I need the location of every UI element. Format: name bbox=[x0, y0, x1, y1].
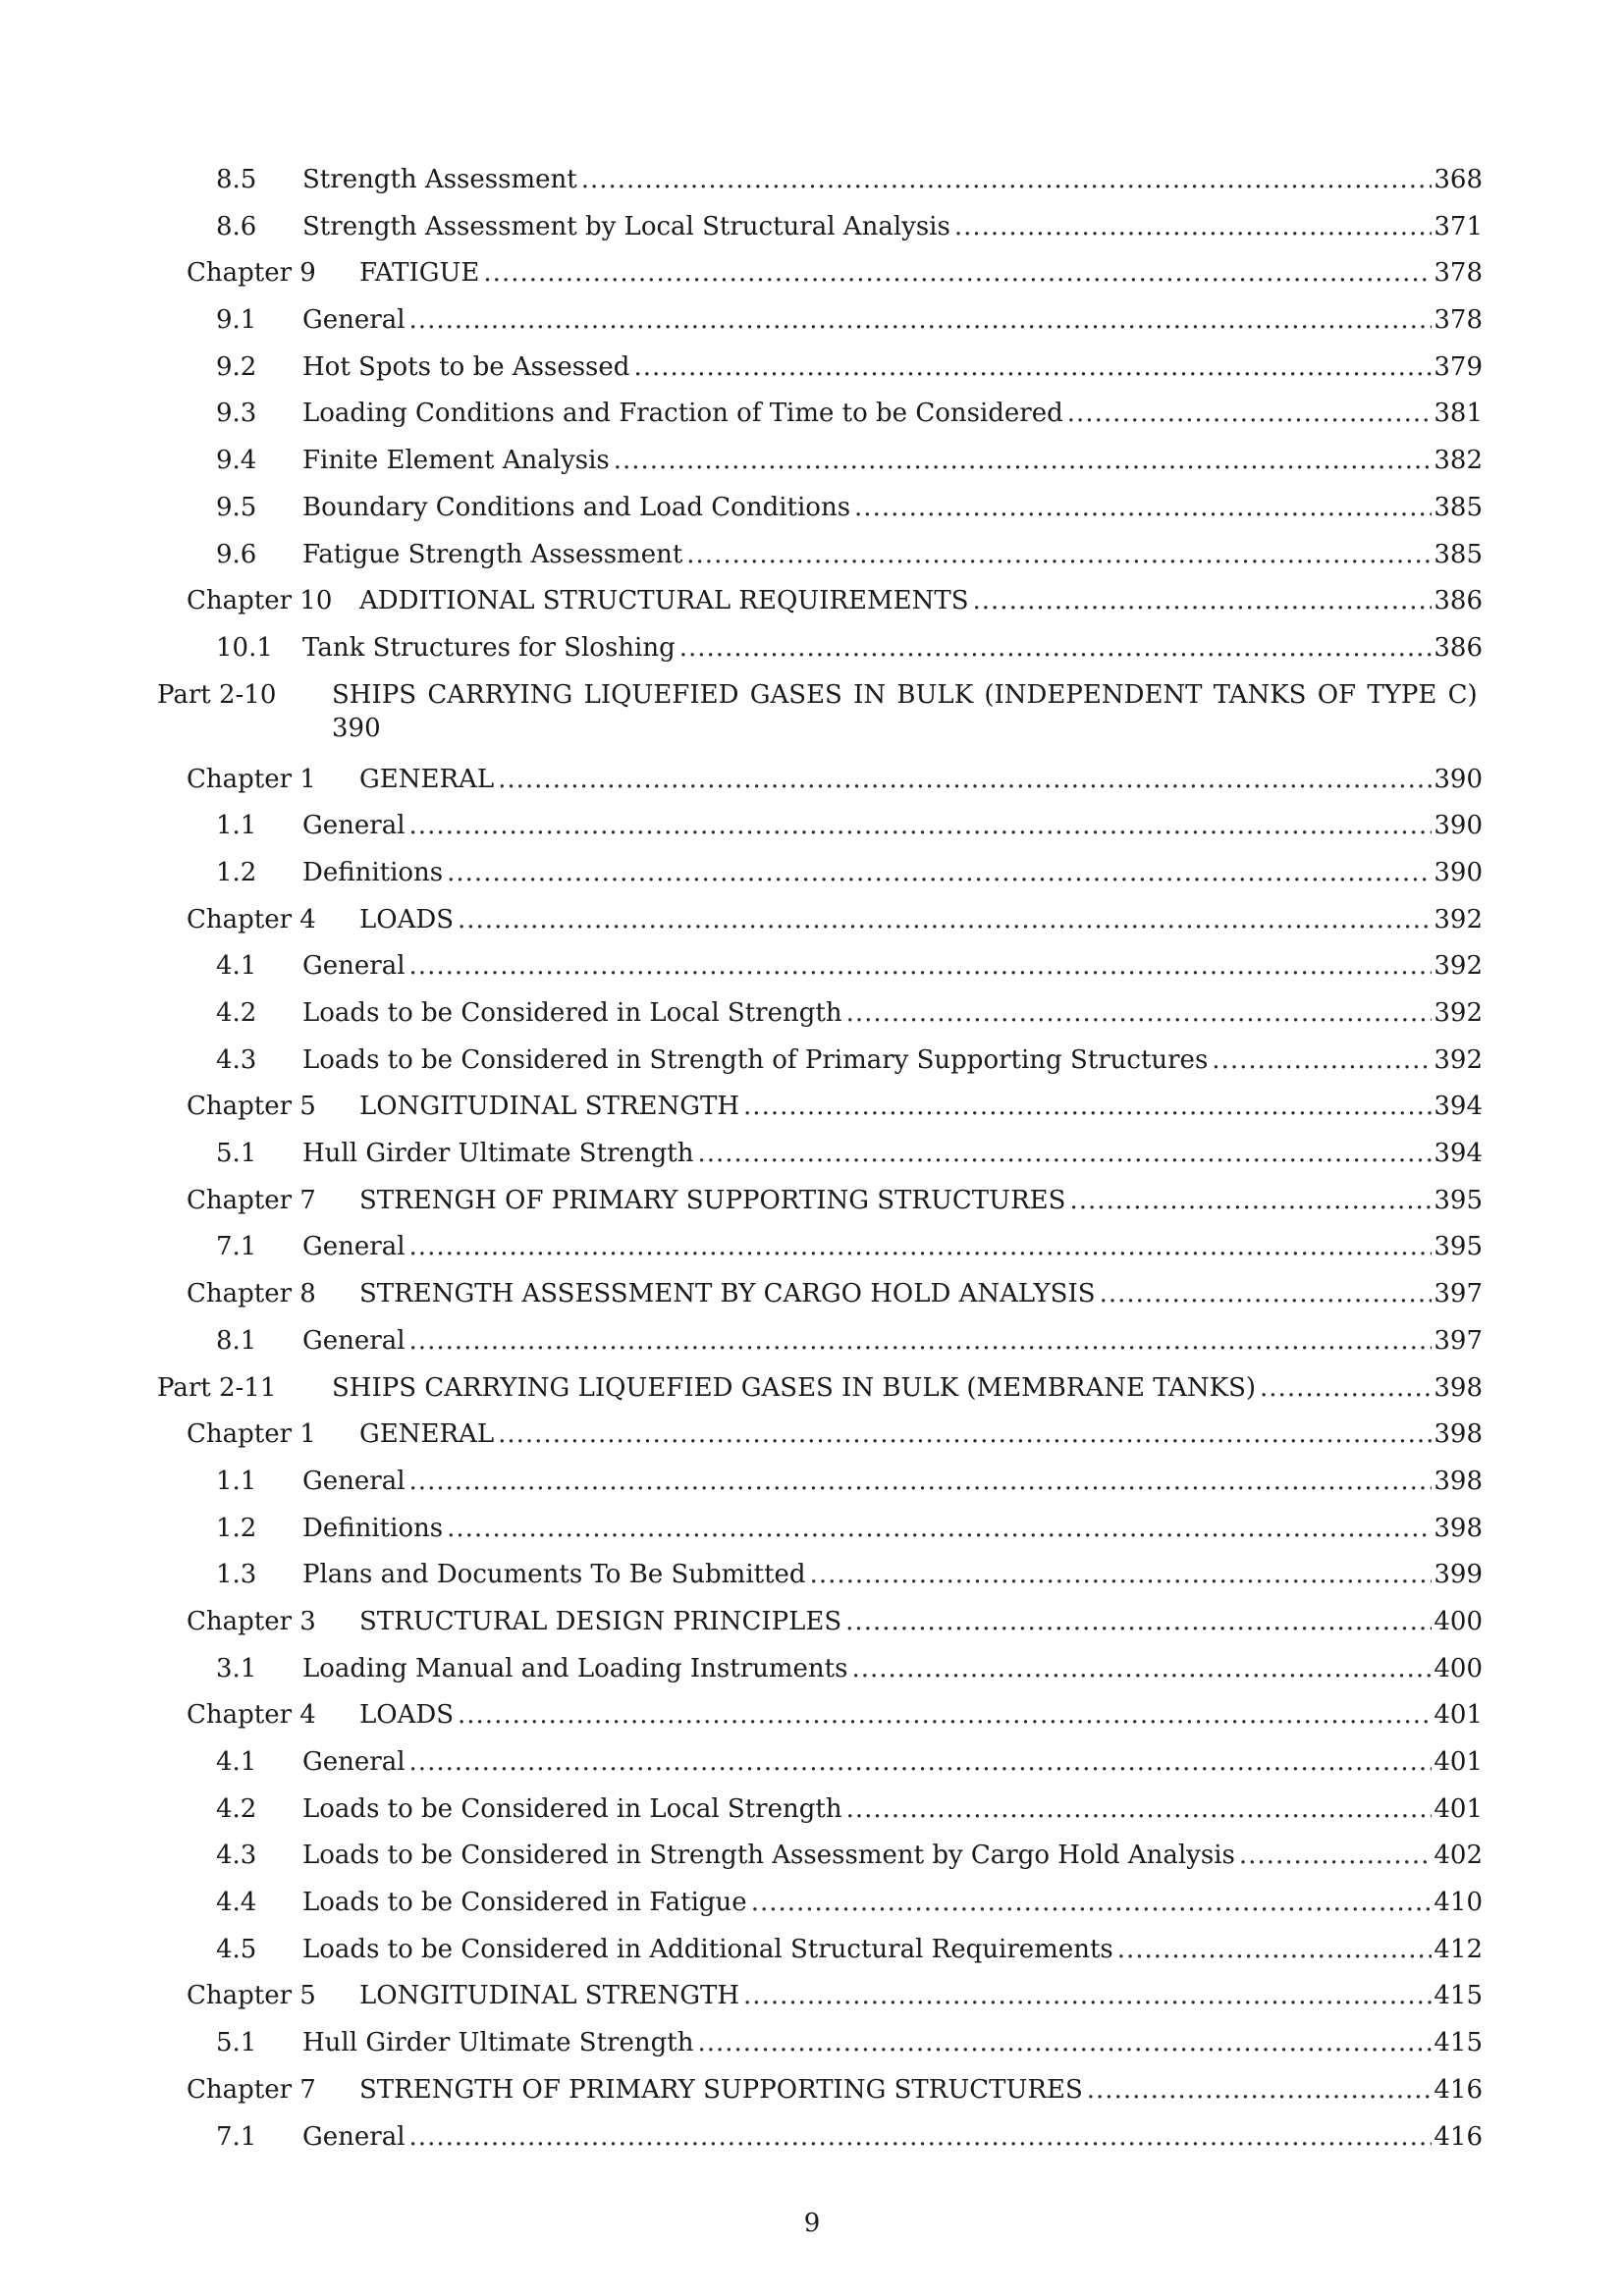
toc-entry-page[interactable]: 390 bbox=[1434, 811, 1483, 841]
dot-leader bbox=[954, 204, 1433, 251]
page-number: 9 bbox=[803, 2209, 821, 2238]
toc-entry-title[interactable]: Definitions bbox=[302, 857, 444, 887]
toc-entry-title[interactable]: STRENGH OF PRIMARY SUPPORTING STRUCTURES bbox=[359, 1185, 1066, 1215]
toc-entry-page[interactable]: 416 bbox=[1434, 2121, 1483, 2152]
toc-entry-page[interactable]: 385 bbox=[1434, 492, 1483, 522]
toc-entry-line bbox=[359, 1178, 1483, 1225]
toc-entry-page[interactable]: 379 bbox=[1434, 351, 1483, 382]
toc-entry-number: 9.6 bbox=[216, 539, 257, 569]
toc-entry-line bbox=[302, 1646, 1483, 1693]
toc-entry-number: Chapter 3 bbox=[187, 1606, 316, 1636]
toc-entry-page[interactable]: 392 bbox=[1434, 951, 1483, 982]
toc-entry-number: 3.1 bbox=[216, 1653, 257, 1683]
toc-entry-title[interactable]: LOADS bbox=[359, 904, 455, 934]
toc-entry-number: Part 2-11 bbox=[157, 1372, 277, 1403]
toc-entry-number: 8.1 bbox=[216, 1325, 257, 1356]
dot-leader bbox=[743, 1084, 1432, 1131]
toc-entry-line bbox=[302, 990, 1483, 1038]
dot-leader bbox=[458, 1692, 1432, 1739]
toc-entry-page[interactable]: 397 bbox=[1434, 1325, 1483, 1356]
toc-entry-line bbox=[359, 897, 1483, 944]
dot-leader bbox=[1069, 1178, 1432, 1225]
toc-entry-page[interactable]: 415 bbox=[1434, 1981, 1483, 2011]
toc-entry-section[interactable] bbox=[157, 391, 1483, 438]
dot-leader bbox=[409, 2114, 1433, 2162]
toc-entry-title[interactable]: Strength Assessment by Local Structural Analysis bbox=[302, 211, 950, 241]
toc-entry-line bbox=[302, 204, 1483, 251]
toc-entry-section[interactable] bbox=[157, 1506, 1483, 1553]
toc-entry-page[interactable]: 400 bbox=[1434, 1653, 1483, 1683]
toc-entry-title[interactable]: LOADS bbox=[359, 1700, 455, 1731]
toc-entry-title[interactable]: General bbox=[302, 951, 406, 982]
toc-entry-number: 7.1 bbox=[216, 2121, 257, 2152]
toc-entry-chapter[interactable] bbox=[157, 2067, 1483, 2114]
dot-leader bbox=[581, 157, 1433, 204]
toc-entry-page[interactable]: 382 bbox=[1434, 446, 1483, 476]
toc-entry-number: 4.1 bbox=[216, 951, 257, 982]
toc-entry-number: Chapter 5 bbox=[187, 1981, 316, 2011]
toc-entry-number: Chapter 7 bbox=[187, 1185, 316, 1215]
toc-entry-number: 10.1 bbox=[216, 632, 273, 663]
dot-leader bbox=[854, 485, 1432, 532]
toc-entry-number: Chapter 9 bbox=[187, 258, 316, 289]
toc-entry-line bbox=[302, 803, 1483, 850]
toc-entry-number: 4.2 bbox=[216, 1793, 257, 1824]
toc-entry-chapter[interactable] bbox=[157, 1692, 1483, 1739]
toc-entry-line bbox=[302, 1131, 1483, 1178]
toc-entry-page[interactable]: 395 bbox=[1434, 1185, 1483, 1215]
toc-entry-line bbox=[359, 1692, 1483, 1739]
toc-entry-line bbox=[302, 485, 1483, 532]
toc-entry-section[interactable] bbox=[157, 532, 1483, 579]
dot-leader bbox=[846, 990, 1433, 1038]
toc-entry-number: Chapter 4 bbox=[187, 1700, 316, 1731]
dot-leader bbox=[679, 625, 1433, 672]
toc-entry-section[interactable] bbox=[157, 1739, 1483, 1787]
toc-entry-page[interactable]: 401 bbox=[1434, 1700, 1483, 1731]
toc-entry-section[interactable] bbox=[157, 943, 1483, 990]
table-of-contents bbox=[157, 157, 1483, 2161]
toc-entry-number: 4.1 bbox=[216, 1747, 257, 1777]
toc-entry-page[interactable]: 399 bbox=[1434, 1560, 1483, 1590]
toc-entry-page[interactable]: 410 bbox=[1434, 1888, 1483, 1918]
toc-entry-page[interactable]: 392 bbox=[1434, 1044, 1483, 1075]
toc-entry-line bbox=[302, 297, 1483, 345]
toc-entry-title[interactable]: GENERAL bbox=[359, 1419, 495, 1450]
dot-leader bbox=[447, 850, 1432, 897]
dot-leader bbox=[1100, 1271, 1433, 1318]
toc-entry-number: 1.1 bbox=[216, 811, 257, 841]
toc-entry-number: 1.2 bbox=[216, 1513, 257, 1543]
toc-entry-number: 9.3 bbox=[216, 399, 257, 429]
toc-entry-title[interactable]: Hull Girder Ultimate Strength bbox=[302, 2028, 694, 2058]
toc-entry-line bbox=[359, 1084, 1483, 1131]
toc-entry-title[interactable]: SHIPS CARRYING LIQUEFIED GASES IN BULK (MEMBRANE TANKS) bbox=[332, 1372, 1257, 1403]
dot-leader bbox=[409, 1224, 1433, 1271]
toc-entry-section[interactable] bbox=[157, 1787, 1483, 1834]
toc-entry-chapter[interactable] bbox=[157, 897, 1483, 944]
toc-entry-line bbox=[359, 1973, 1483, 2020]
toc-entry-section[interactable] bbox=[157, 1646, 1483, 1693]
dot-leader bbox=[409, 297, 1433, 345]
toc-entry-section[interactable] bbox=[157, 850, 1483, 897]
toc-entry-line bbox=[359, 578, 1483, 625]
toc-entry-page[interactable]: 386 bbox=[1434, 632, 1483, 663]
dot-leader bbox=[1117, 1927, 1433, 1974]
toc-entry-title[interactable]: General bbox=[302, 305, 406, 336]
toc-entry-title[interactable]: General bbox=[302, 811, 406, 841]
toc-entry-chapter[interactable] bbox=[157, 1973, 1483, 2020]
toc-entry-title[interactable]: Tank Structures for Sloshing bbox=[302, 632, 676, 663]
toc-entry-page[interactable]: 400 bbox=[1434, 1606, 1483, 1636]
toc-entry-number: 4.3 bbox=[216, 1044, 257, 1075]
toc-entry-page[interactable]: 390 bbox=[332, 713, 381, 743]
toc-entry-number: 9.1 bbox=[216, 305, 257, 336]
toc-entry-section[interactable] bbox=[157, 2020, 1483, 2067]
dot-leader bbox=[483, 250, 1432, 297]
toc-entry-page[interactable]: 378 bbox=[1434, 258, 1483, 289]
toc-entry-section[interactable] bbox=[157, 803, 1483, 850]
toc-entry-title[interactable]: ADDITIONAL STRUCTURAL REQUIREMENTS bbox=[359, 586, 969, 616]
toc-entry-page[interactable]: 381 bbox=[1434, 399, 1483, 429]
toc-entry-page[interactable]: 412 bbox=[1434, 1934, 1483, 1964]
toc-entry-section[interactable] bbox=[157, 485, 1483, 532]
toc-entry-section[interactable] bbox=[157, 2114, 1483, 2162]
toc-entry-line bbox=[302, 850, 1483, 897]
toc-entry-title[interactable]: General bbox=[302, 1325, 406, 1356]
toc-entry-page[interactable]: 398 bbox=[1434, 1372, 1483, 1403]
toc-entry-section[interactable] bbox=[157, 438, 1483, 485]
toc-entry-section[interactable] bbox=[157, 345, 1483, 392]
toc-entry-page[interactable]: 378 bbox=[1434, 305, 1483, 336]
toc-entry-page[interactable]: 416 bbox=[1434, 2074, 1483, 2105]
toc-entry-line bbox=[302, 1459, 1483, 1506]
toc-entry-title[interactable]: General bbox=[302, 1466, 406, 1496]
toc-entry-title[interactable]: SHIPS CARRYING LIQUEFIED GASES IN BULK (INDEPENDENT TANKS OF TYPE C) bbox=[332, 679, 1478, 710]
toc-entry-page[interactable]: 398 bbox=[1434, 1466, 1483, 1496]
toc-entry-line bbox=[359, 1271, 1483, 1318]
dot-leader bbox=[409, 943, 1433, 990]
toc-entry-number: 4.5 bbox=[216, 1934, 257, 1964]
toc-entry-line bbox=[359, 1412, 1483, 1459]
dot-leader bbox=[458, 897, 1432, 944]
toc-entry-page[interactable]: 401 bbox=[1434, 1793, 1483, 1824]
toc-entry-number: 5.1 bbox=[216, 1139, 257, 1169]
toc-entry-line bbox=[302, 391, 1483, 438]
toc-entry-line bbox=[302, 2020, 1483, 2067]
toc-entry-title[interactable]: Strength Assessment bbox=[302, 165, 577, 194]
toc-entry-page[interactable]: 401 bbox=[1434, 1747, 1483, 1777]
toc-entry-number: Chapter 5 bbox=[187, 1092, 316, 1122]
toc-entry-line bbox=[302, 1787, 1483, 1834]
dot-leader bbox=[743, 1973, 1432, 2020]
toc-entry-section[interactable] bbox=[157, 1131, 1483, 1178]
toc-entry-line bbox=[302, 2114, 1483, 2162]
toc-entry-line bbox=[302, 1739, 1483, 1787]
toc-entry-section[interactable] bbox=[157, 1224, 1483, 1271]
toc-entry-part[interactable] bbox=[157, 672, 1483, 757]
toc-entry-page[interactable]: 394 bbox=[1434, 1092, 1483, 1122]
toc-entry-number: 4.4 bbox=[216, 1888, 257, 1918]
toc-entry-number: 1.1 bbox=[216, 1466, 257, 1496]
toc-entry-number: Part 2-10 bbox=[157, 679, 277, 710]
toc-entry-line bbox=[302, 1506, 1483, 1553]
toc-entry-page[interactable]: 398 bbox=[1434, 1419, 1483, 1450]
toc-entry-line bbox=[302, 532, 1483, 579]
toc-entry-section[interactable] bbox=[157, 1927, 1483, 1974]
toc-entry-line bbox=[302, 1224, 1483, 1271]
toc-entry-title[interactable]: General bbox=[302, 1232, 406, 1262]
toc-entry-line bbox=[302, 157, 1483, 204]
toc-entry-page[interactable]: 398 bbox=[1434, 1513, 1483, 1543]
toc-entry-page[interactable]: 386 bbox=[1434, 586, 1483, 616]
toc-entry-title[interactable]: Plans and Documents To Be Submitted bbox=[302, 1560, 806, 1590]
toc-entry-number: 4.3 bbox=[216, 1841, 257, 1871]
toc-entry-page[interactable]: 385 bbox=[1434, 539, 1483, 569]
toc-entry-section[interactable] bbox=[157, 1318, 1483, 1365]
toc-entry-part[interactable] bbox=[157, 1365, 1483, 1413]
toc-entry-line bbox=[302, 1318, 1483, 1365]
dot-leader bbox=[851, 1646, 1432, 1693]
toc-entry-number: 5.1 bbox=[216, 2028, 257, 2058]
toc-entry-title[interactable]: Hull Girder Ultimate Strength bbox=[302, 1139, 694, 1169]
toc-entry-title[interactable]: General bbox=[302, 1747, 406, 1777]
toc-entry-page[interactable]: 390 bbox=[1434, 764, 1483, 794]
toc-entry-title[interactable]: General bbox=[302, 2121, 406, 2152]
toc-entry-number: 1.3 bbox=[216, 1560, 257, 1590]
toc-entry-number: 9.4 bbox=[216, 446, 257, 476]
dot-leader bbox=[697, 2020, 1432, 2067]
toc-entry-line bbox=[332, 678, 1483, 745]
dot-leader bbox=[409, 803, 1433, 850]
toc-entry-number: 4.2 bbox=[216, 998, 257, 1028]
toc-entry-page[interactable]: 415 bbox=[1434, 2028, 1483, 2058]
toc-entry-chapter[interactable] bbox=[157, 1412, 1483, 1459]
dot-leader bbox=[810, 1552, 1433, 1599]
toc-entry-chapter[interactable] bbox=[157, 1271, 1483, 1318]
toc-entry-line bbox=[359, 1599, 1483, 1646]
toc-entry-chapter[interactable] bbox=[157, 1084, 1483, 1131]
toc-entry-number: Chapter 1 bbox=[187, 1419, 316, 1450]
toc-entry-title[interactable]: Loads to be Considered in Local Strength bbox=[302, 1793, 842, 1824]
dot-leader bbox=[633, 345, 1432, 392]
toc-entry-title[interactable]: Loads to be Considered in Fatigue bbox=[302, 1888, 747, 1918]
toc-entry-chapter[interactable] bbox=[157, 1178, 1483, 1225]
dot-leader bbox=[1067, 391, 1433, 438]
dot-leader bbox=[498, 1412, 1432, 1459]
toc-entry-title[interactable]: STRENGTH ASSESSMENT BY CARGO HOLD ANALYSIS bbox=[359, 1279, 1096, 1309]
toc-entry-chapter[interactable] bbox=[157, 757, 1483, 804]
toc-entry-number: Chapter 1 bbox=[187, 764, 316, 794]
toc-entry-number: Chapter 8 bbox=[187, 1279, 316, 1309]
toc-entry-page[interactable]: 392 bbox=[1434, 998, 1483, 1028]
toc-entry-section[interactable] bbox=[157, 625, 1483, 672]
toc-entry-page[interactable]: 371 bbox=[1434, 211, 1483, 241]
toc-entry-number: 8.6 bbox=[216, 211, 257, 241]
toc-entry-number: 1.2 bbox=[216, 857, 257, 887]
toc-entry-line bbox=[302, 943, 1483, 990]
toc-entry-number: Chapter 7 bbox=[187, 2074, 316, 2105]
toc-entry-line bbox=[302, 345, 1483, 392]
dot-leader bbox=[498, 757, 1432, 804]
toc-entry-page[interactable]: 394 bbox=[1434, 1139, 1483, 1169]
toc-entry-section[interactable] bbox=[157, 204, 1483, 251]
toc-entry-title[interactable]: LONGITUDINAL STRENGTH bbox=[359, 1981, 740, 2011]
toc-entry-section[interactable] bbox=[157, 1552, 1483, 1599]
dot-leader bbox=[1087, 2067, 1433, 2114]
dot-leader bbox=[447, 1506, 1432, 1553]
toc-entry-title[interactable]: Hot Spots to be Assessed bbox=[302, 351, 630, 382]
toc-entry-line bbox=[332, 1365, 1483, 1413]
toc-entry-section[interactable] bbox=[157, 1880, 1483, 1927]
toc-entry-chapter[interactable] bbox=[157, 578, 1483, 625]
toc-entry-line bbox=[302, 1880, 1483, 1927]
toc-entry-section[interactable] bbox=[157, 1459, 1483, 1506]
toc-entry-title[interactable]: Loading Manual and Loading Instruments bbox=[302, 1653, 848, 1683]
dot-leader bbox=[846, 1787, 1433, 1834]
toc-entry-number: Chapter 10 bbox=[187, 586, 333, 616]
toc-entry-chapter[interactable] bbox=[157, 250, 1483, 297]
toc-entry-title[interactable]: Boundary Conditions and Load Conditions bbox=[302, 492, 851, 522]
dot-leader bbox=[1212, 1038, 1432, 1085]
toc-entry-title[interactable]: Loading Conditions and Fraction of Time to be Considered bbox=[302, 399, 1063, 429]
toc-entry-page[interactable]: 368 bbox=[1434, 165, 1483, 194]
dot-leader bbox=[751, 1880, 1433, 1927]
toc-entry-line bbox=[359, 757, 1483, 804]
toc-entry-line bbox=[302, 1927, 1483, 1974]
dot-leader bbox=[1260, 1365, 1432, 1413]
dot-leader bbox=[409, 1318, 1433, 1365]
toc-entry-line bbox=[302, 438, 1483, 485]
toc-entry-title[interactable]: LONGITUDINAL STRENGTH bbox=[359, 1092, 740, 1122]
toc-entry-title[interactable]: Loads to be Considered in Strength Assessment by Cargo Hold Analysis bbox=[302, 1841, 1235, 1871]
dot-leader bbox=[697, 1131, 1432, 1178]
toc-entry-title[interactable]: Fatigue Strength Assessment bbox=[302, 539, 683, 569]
dot-leader bbox=[973, 578, 1433, 625]
toc-entry-chapter[interactable] bbox=[157, 1599, 1483, 1646]
toc-entry-number: 9.2 bbox=[216, 351, 257, 382]
toc-entry-line bbox=[302, 1552, 1483, 1599]
toc-entry-title[interactable]: FATIGUE bbox=[359, 258, 480, 289]
dot-leader bbox=[845, 1599, 1432, 1646]
toc-entry-page[interactable]: 402 bbox=[1434, 1841, 1483, 1871]
toc-entry-title[interactable]: STRENGTH OF PRIMARY SUPPORTING STRUCTURES bbox=[359, 2074, 1083, 2105]
toc-entry-title[interactable]: Loads to be Considered in Additional Structural Requirements bbox=[302, 1934, 1113, 1964]
toc-entry-title[interactable]: Loads to be Considered in Strength of Primary Supporting Structures bbox=[302, 1044, 1209, 1075]
dot-leader bbox=[614, 438, 1433, 485]
dot-leader bbox=[1239, 1833, 1432, 1880]
toc-entry-title[interactable]: Definitions bbox=[302, 1513, 444, 1543]
toc-entry-number: Chapter 4 bbox=[187, 904, 316, 934]
toc-entry-section[interactable] bbox=[157, 1038, 1483, 1085]
toc-entry-section[interactable] bbox=[157, 1833, 1483, 1880]
toc-entry-line bbox=[302, 625, 1483, 672]
toc-entry-number: 9.5 bbox=[216, 492, 257, 522]
toc-entry-line bbox=[359, 250, 1483, 297]
toc-entry-title[interactable]: GENERAL bbox=[359, 764, 495, 794]
toc-entry-page[interactable]: 392 bbox=[1434, 904, 1483, 934]
dot-leader bbox=[409, 1459, 1433, 1506]
toc-entry-title[interactable]: Finite Element Analysis bbox=[302, 446, 610, 476]
toc-entry-title[interactable]: Loads to be Considered in Local Strength bbox=[302, 998, 842, 1028]
toc-entry-section[interactable] bbox=[157, 297, 1483, 345]
toc-entry-page[interactable]: 390 bbox=[1434, 857, 1483, 887]
toc-entry-line bbox=[302, 1833, 1483, 1880]
toc-entry-line bbox=[359, 2067, 1483, 2114]
toc-entry-section[interactable] bbox=[157, 990, 1483, 1038]
toc-entry-number: 8.5 bbox=[216, 165, 257, 194]
toc-entry-line bbox=[302, 1038, 1483, 1085]
toc-entry-number: 7.1 bbox=[216, 1232, 257, 1262]
dot-leader bbox=[409, 1739, 1433, 1787]
toc-entry-page[interactable]: 397 bbox=[1434, 1279, 1483, 1309]
toc-entry-page[interactable]: 395 bbox=[1434, 1232, 1483, 1262]
dot-leader bbox=[686, 532, 1432, 579]
toc-entry-section[interactable] bbox=[157, 157, 1483, 204]
toc-entry-title[interactable]: STRUCTURAL DESIGN PRINCIPLES bbox=[359, 1606, 842, 1636]
